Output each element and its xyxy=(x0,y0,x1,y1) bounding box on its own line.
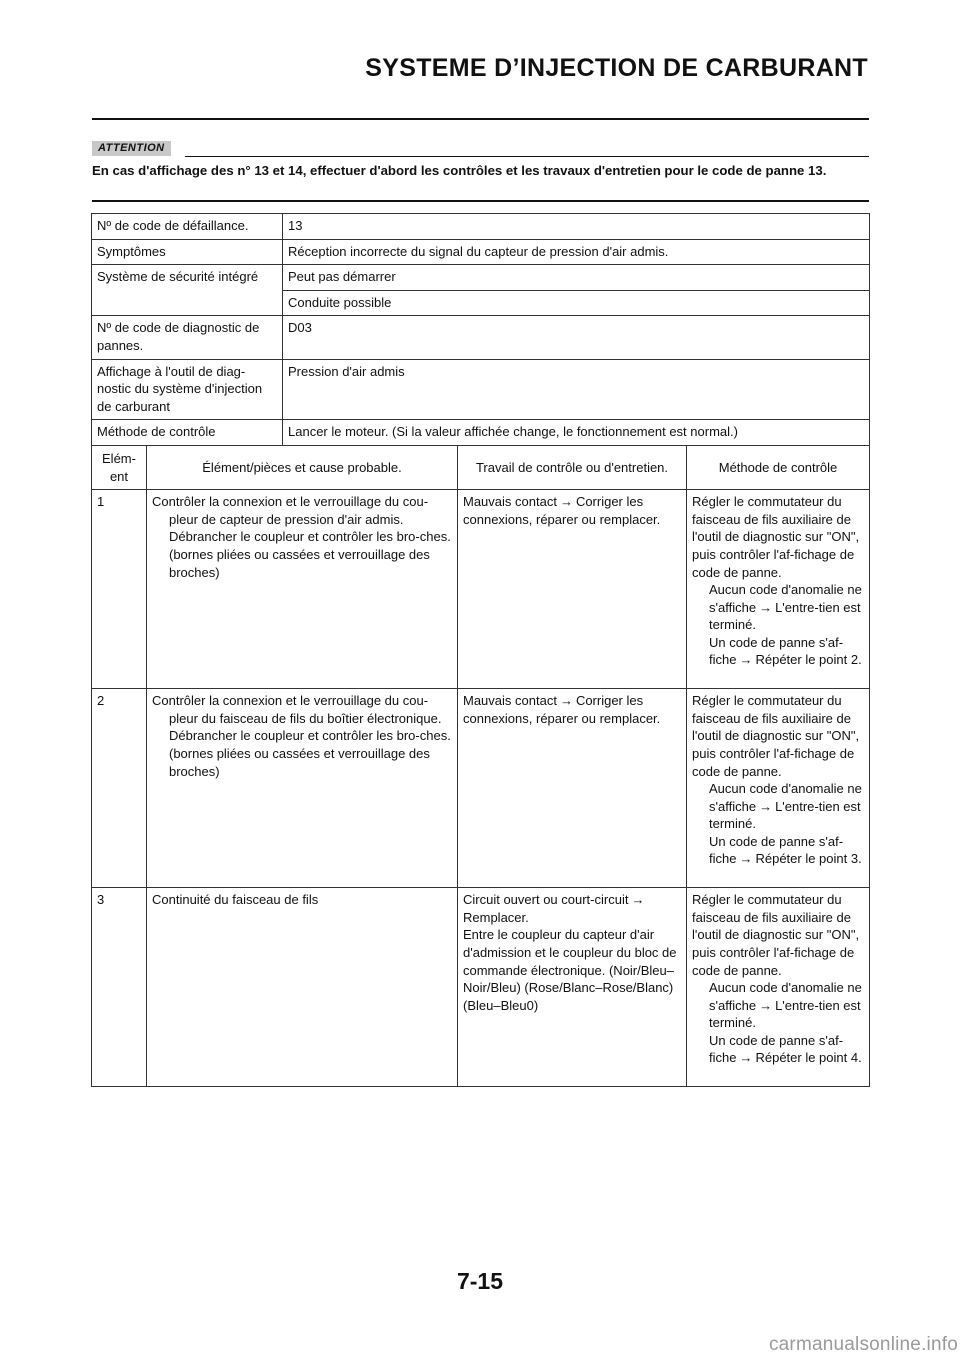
item-number: 1 xyxy=(92,490,147,689)
info-value: D03 xyxy=(283,316,870,359)
title-rule xyxy=(92,118,869,120)
info-label: Méthode de contrôle xyxy=(92,420,283,446)
work-details: Entre le coupleur du capteur d'air d'admission et le coupleur du bloc de commande électronique. (Noir/Bleu–Noir/Bleu) (Rose/Blanc–Rose/Blanc) (Bleu–Bleu0) xyxy=(463,927,677,1013)
info-row-code xyxy=(92,214,870,240)
arrow-icon: → xyxy=(559,693,573,709)
info-label: Nº de code de diagnostic de pannes. xyxy=(92,316,283,359)
info-row-failsafe xyxy=(92,265,870,291)
method-ok xyxy=(692,780,864,833)
item-work xyxy=(458,689,687,888)
attention-rule xyxy=(185,156,869,157)
info-value: 13 xyxy=(283,214,870,240)
item-cause: Continuité du faisceau de fils xyxy=(147,888,458,1087)
table-row xyxy=(92,888,870,1087)
page-number: 7-15 xyxy=(456,1268,504,1294)
method-ok-result: L'entre-tien est terminé. xyxy=(709,798,861,832)
column-header-row xyxy=(92,445,870,489)
attention-text: En cas d'affichage des n° 13 et 14, effectuer d'abord les contrôles et les travaux d'entretien pour le code de panne 13. xyxy=(92,163,827,178)
info-label: Symptômes xyxy=(92,239,283,265)
method-ng-result: Répéter le point 2. xyxy=(755,652,862,668)
method-ng-condition: Un code de panne s'af-fiche xyxy=(709,833,844,867)
col-header-cause: Élément/pièces et cause probable. xyxy=(147,445,458,489)
info-value: Conduite possible xyxy=(283,290,870,316)
table-row xyxy=(92,689,870,888)
info-row-symptoms xyxy=(92,239,870,265)
arrow-icon: → xyxy=(559,494,573,510)
method-ok xyxy=(692,581,864,634)
method-intro: Régler le commutateur du faisceau de fils auxiliaire de l'outil de diagnostic sur "ON", puis contrôler l'af-fichage de code de panne. xyxy=(692,892,860,978)
method-ok-condition: Aucun code d'anomalie ne s'affiche xyxy=(709,582,862,615)
method-ng xyxy=(692,833,864,868)
method-intro: Régler le commutateur du faisceau de fils auxiliaire de l'outil de diagnostic sur "ON", puis contrôler l'af-fichage de code de panne. xyxy=(692,494,860,580)
page-title: SYSTEME D’INJECTION DE CARBURANT xyxy=(365,54,868,82)
method-ng-condition: Un code de panne s'af-fiche xyxy=(709,634,844,668)
item-number: 2 xyxy=(92,689,147,888)
info-label: Nº de code de défaillance. xyxy=(92,214,283,240)
info-label: Système de sécurité intégré xyxy=(92,265,283,316)
work-condition: Mauvais contact xyxy=(463,494,557,510)
item-method xyxy=(687,888,870,1087)
method-ok-condition: Aucun code d'anomalie ne s'affiche xyxy=(709,781,862,814)
method-ng-condition: Un code de panne s'af-fiche xyxy=(709,1032,844,1066)
info-row-diag-code xyxy=(92,316,870,359)
col-header-method: Méthode de contrôle xyxy=(687,445,870,489)
item-cause: Contrôler la connexion et le verrouillage du cou-pleur de capteur de pression d'air admis. Débrancher le coupleur et contrôler les bro-ches. (bornes pliées ou cassées et verrouillage des broches) xyxy=(147,490,458,689)
arrow-icon: → xyxy=(759,599,773,615)
diagnostic-table xyxy=(91,213,870,1087)
col-header-work: Travail de contrôle ou d'entretien. xyxy=(458,445,687,489)
work-action: Corriger les connexions, réparer ou remplacer. xyxy=(463,693,661,726)
item-work xyxy=(458,490,687,689)
work-condition: Circuit ouvert ou court-circuit xyxy=(463,892,629,908)
attention-label: ATTENTION xyxy=(92,141,171,156)
arrow-icon: → xyxy=(759,997,773,1013)
watermark-link[interactable]: carmanualsonline.info xyxy=(768,1334,958,1355)
info-value: Réception incorrecte du signal du capteur de pression d'air admis. xyxy=(283,239,870,265)
info-label: Affichage à l'outil de diag-nostic du système d'injection de carburant xyxy=(92,359,283,420)
method-ok-condition: Aucun code d'anomalie ne s'affiche xyxy=(709,980,862,1013)
attention-bottom-rule xyxy=(92,200,869,202)
info-value: Peut pas démarrer xyxy=(283,265,870,291)
arrow-icon: → xyxy=(631,892,645,908)
work-condition: Mauvais contact xyxy=(463,693,557,709)
arrow-icon: → xyxy=(739,851,753,867)
method-ng-result: Répéter le point 4. xyxy=(755,1050,862,1066)
info-row-display xyxy=(92,359,870,420)
col-header-item: Elém-ent xyxy=(92,445,147,489)
arrow-icon: → xyxy=(759,798,773,814)
item-method xyxy=(687,490,870,689)
item-cause: Contrôler la connexion et le verrouillage du cou-pleur du faisceau de fils du boîtier électronique. Débrancher le coupleur et contrôler les bro-ches. (bornes pliées ou cassées et verrouillage des broches) xyxy=(147,689,458,888)
method-ng-result: Répéter le point 3. xyxy=(755,851,862,867)
method-ng xyxy=(692,634,864,669)
method-ng xyxy=(692,1032,864,1067)
method-intro: Régler le commutateur du faisceau de fils auxiliaire de l'outil de diagnostic sur "ON", puis contrôler l'af-fichage de code de panne. xyxy=(692,693,860,779)
work-action: Remplacer. xyxy=(463,909,529,925)
item-number: 3 xyxy=(92,888,147,1087)
table-row xyxy=(92,490,870,689)
method-ok-result: L'entre-tien est terminé. xyxy=(709,997,861,1031)
method-ok-result: L'entre-tien est terminé. xyxy=(709,599,861,633)
info-value: Lancer le moteur. (Si la valeur affichée change, le fonctionnement est normal.) xyxy=(283,420,870,446)
info-row-method xyxy=(92,420,870,446)
item-work xyxy=(458,888,687,1087)
item-method xyxy=(687,689,870,888)
info-value: Pression d'air admis xyxy=(283,359,870,420)
arrow-icon: → xyxy=(739,1050,753,1066)
arrow-icon: → xyxy=(739,652,753,668)
method-ok xyxy=(692,979,864,1032)
work-action: Corriger les connexions, réparer ou remplacer. xyxy=(463,494,661,527)
